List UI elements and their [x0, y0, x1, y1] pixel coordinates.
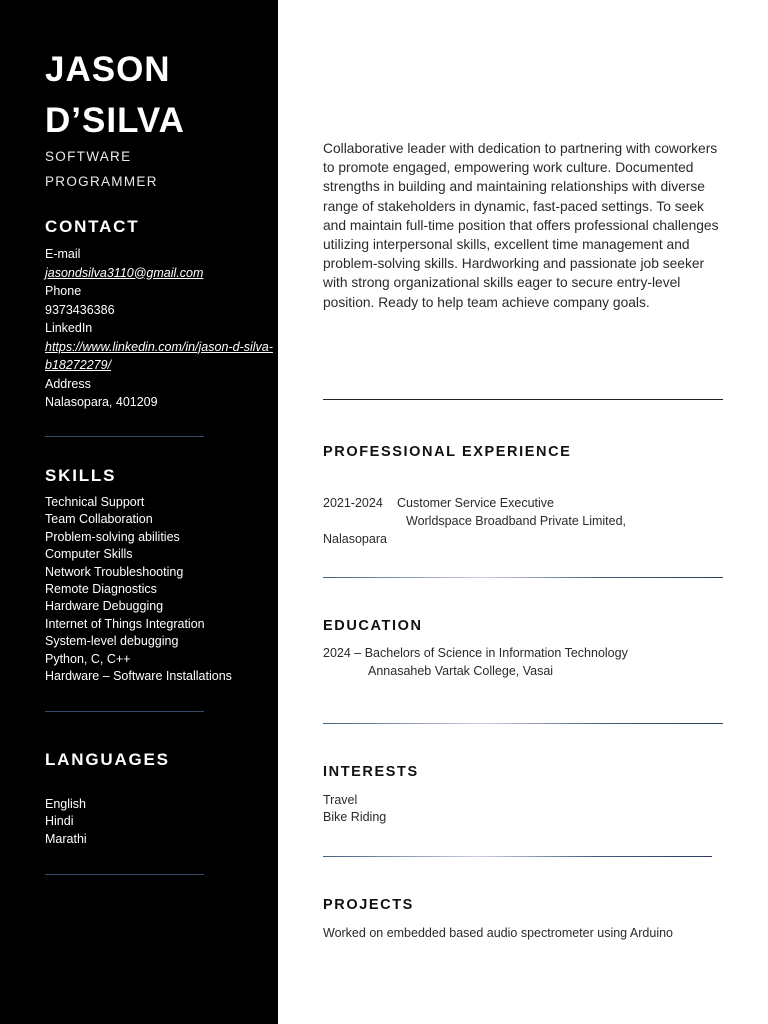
contact-heading: CONTACT	[45, 217, 140, 236]
job-title-line-1: SOFTWARE	[45, 149, 132, 164]
interest-item: Bike Riding	[323, 810, 387, 824]
name-first: JASON	[45, 50, 171, 89]
skill-item: Hardware – Software Installations	[45, 669, 232, 684]
languages-list	[45, 796, 87, 848]
experience-location: Nalasopara	[323, 531, 387, 546]
linkedin-label: LinkedIn	[45, 321, 93, 335]
experience-entry	[323, 495, 723, 548]
skill-item: System-level debugging	[45, 634, 179, 649]
email-label: E-mail	[45, 247, 81, 261]
address-label: Address	[45, 376, 91, 391]
education-degree: 2024 – Bachelors of Science in Information Technology	[323, 646, 628, 660]
skills-list	[45, 494, 232, 685]
education-heading: EDUCATION	[323, 618, 423, 634]
linkedin-link[interactable]: https://www.linkedin.com/in/jason-d-silva-b18272279/	[45, 339, 273, 372]
profile-summary: Collaborative leader with dedication to partnering with coworkers to promote engaged, empowering work culture. Documented strengths in building and maintaining relationships with diverse range of stakeholders in dynamic, fast-paced settings. To seek and maintain full-time position that offers professional challenges utilizing interpersonal skills, excellent time management and problem-solving skills. Hardworking and passionate job seeker with strong organizational skills eager to secure entry-level position. Ready to help team achieve company goals.	[323, 141, 719, 310]
experience-years: 2021-2024	[323, 496, 383, 510]
summary-divider	[323, 399, 723, 400]
skill-item: Problem-solving abilities	[45, 529, 180, 544]
skills-heading: SKILLS	[45, 466, 117, 485]
contact-list	[45, 245, 275, 412]
job-title-line-2: PROGRAMMER	[45, 174, 158, 189]
interests-divider	[323, 856, 712, 857]
email-link[interactable]: jasondsilva3110@gmail.com	[45, 265, 204, 280]
phone-value: 9373436386	[45, 302, 115, 317]
name-last: D’SILVA	[45, 101, 185, 140]
interests-heading: INTERESTS	[323, 764, 419, 780]
contact-divider	[45, 436, 204, 437]
language-item: Marathi	[45, 831, 87, 846]
skill-item: Internet of Things Integration	[45, 616, 205, 631]
address-value: Nalasopara, 401209	[45, 395, 158, 409]
skills-divider	[45, 711, 204, 712]
experience-line-1	[323, 495, 723, 513]
skill-item: Team Collaboration	[45, 512, 153, 527]
languages-divider	[45, 874, 204, 875]
experience-divider	[323, 577, 723, 578]
education-entry	[323, 645, 723, 681]
experience-company: Worldspace Broadband Private Limited,	[406, 513, 627, 528]
interests-list	[323, 792, 723, 826]
language-item: Hindi	[45, 814, 74, 829]
phone-label: Phone	[45, 284, 82, 298]
languages-heading: LANGUAGES	[45, 750, 170, 769]
experience-heading: PROFESSIONAL EXPERIENCE	[323, 444, 572, 460]
projects-heading: PROJECTS	[323, 897, 414, 913]
skill-item: Hardware Debugging	[45, 599, 164, 614]
education-college: Annasaheb Vartak College, Vasai	[368, 663, 554, 678]
interest-item: Travel	[323, 793, 358, 807]
experience-title: Customer Service Executive	[397, 496, 555, 510]
skill-item: Technical Support	[45, 495, 145, 509]
sidebar	[0, 0, 278, 1024]
candidate-name	[45, 44, 185, 146]
skill-item: Computer Skills	[45, 547, 133, 562]
education-divider	[323, 723, 723, 724]
project-description: Worked on embedded based audio spectrometer using Arduino	[323, 926, 673, 940]
language-item: English	[45, 797, 86, 811]
skill-item: Network Troubleshooting	[45, 564, 184, 579]
job-title	[45, 144, 158, 194]
skill-item: Python, C, C++	[45, 651, 131, 666]
skill-item: Remote Diagnostics	[45, 582, 157, 597]
